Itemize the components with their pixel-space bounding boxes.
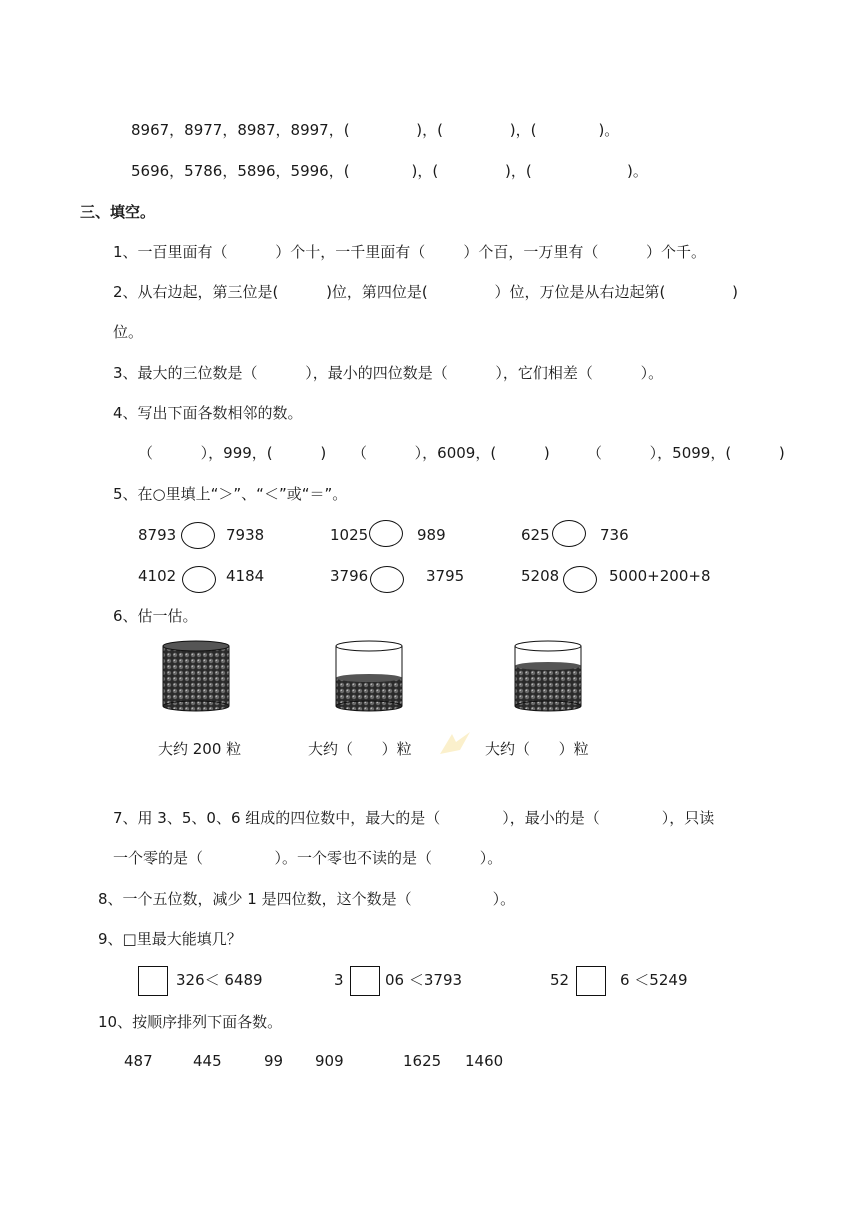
q9-after: 6 ＜5249 — [620, 971, 688, 989]
number-item: 99 — [264, 1052, 284, 1070]
q9-after: 06 ＜3793 — [385, 971, 463, 989]
compare-left: 1025 — [330, 526, 369, 544]
sequence-row-1: 8967，8977，8987，8997，( )，( )，( )。 — [131, 121, 620, 139]
question-7-line-1: 7、用 3、5、0、6 组成的四位数中，最大的是（ ），最小的是（ ），只读 — [113, 809, 715, 827]
compare-circle[interactable] — [369, 520, 403, 547]
bead-jar — [512, 640, 584, 712]
compare-circle[interactable] — [370, 566, 404, 593]
q9-before: 52 — [550, 971, 570, 989]
compare-left: 5208 — [521, 567, 560, 585]
question-4: 4、写出下面各数相邻的数。 — [113, 404, 303, 422]
number-item: 445 — [193, 1052, 222, 1070]
compare-right: 736 — [600, 526, 629, 544]
compare-left: 4102 — [138, 567, 177, 585]
answer-box[interactable] — [350, 966, 380, 996]
sequence-row-2: 5696，5786，5896，5996，( )，( )，( )。 — [131, 162, 648, 180]
q4-item-2: （ ），6009，( ) — [352, 444, 550, 462]
question-5: 5、在○里填上“＞”、“＜”或“＝”。 — [113, 485, 348, 503]
compare-right: 7938 — [226, 526, 265, 544]
bead-jar — [333, 640, 405, 712]
question-8: 8、一个五位数，减少 1 是四位数，这个数是（ ）。 — [98, 890, 516, 908]
compare-circle[interactable] — [552, 520, 586, 547]
compare-right: 989 — [417, 526, 446, 544]
compare-left: 3796 — [330, 567, 369, 585]
number-item: 1625 — [403, 1052, 442, 1070]
compare-right: 4184 — [226, 567, 265, 585]
question-3: 3、最大的三位数是（ ），最小的四位数是（ ），它们相差（ ）。 — [113, 364, 664, 382]
watermark-icon — [430, 728, 480, 760]
answer-box[interactable] — [138, 966, 168, 996]
compare-circle[interactable] — [182, 566, 216, 593]
answer-box[interactable] — [576, 966, 606, 996]
bead-jar — [160, 640, 232, 712]
number-item: 1460 — [465, 1052, 504, 1070]
question-9: 9、□里最大能填几？ — [98, 930, 242, 948]
question-7-line-2: 一个零的是（ ）。一个零也不读的是（ ）。 — [113, 849, 503, 867]
question-2-line-1: 2、从右边起，第三位是( )位，第四位是( ）位，万位是从右边起第( ) — [113, 283, 738, 301]
section-title: 三、填空。 — [80, 203, 156, 221]
compare-right: 5000+200+8 — [609, 567, 711, 585]
compare-left: 8793 — [138, 526, 177, 544]
q9-after: 326＜ 6489 — [176, 971, 263, 989]
jar-label: 大约（ ）粒 — [485, 740, 589, 758]
compare-left: 625 — [521, 526, 550, 544]
question-6: 6、估一估。 — [113, 607, 198, 625]
compare-circle[interactable] — [181, 522, 215, 549]
q4-item-1: （ ），999，( ) — [138, 444, 327, 462]
jar-label: 大约（ ）粒 — [308, 740, 412, 758]
jar-label: 大约 200 粒 — [158, 740, 242, 758]
question-2-line-2: 位。 — [113, 323, 144, 341]
number-item: 487 — [124, 1052, 153, 1070]
compare-circle[interactable] — [563, 566, 597, 593]
compare-right: 3795 — [426, 567, 465, 585]
question-1: 1、一百里面有（ ）个十，一千里面有（ ）个百，一万里有（ ）个千。 — [113, 243, 707, 261]
number-item: 909 — [315, 1052, 344, 1070]
q9-before: 3 — [334, 971, 344, 989]
question-10: 10、按顺序排列下面各数。 — [98, 1013, 283, 1031]
q4-item-3: （ ），5099，( ) — [587, 444, 785, 462]
